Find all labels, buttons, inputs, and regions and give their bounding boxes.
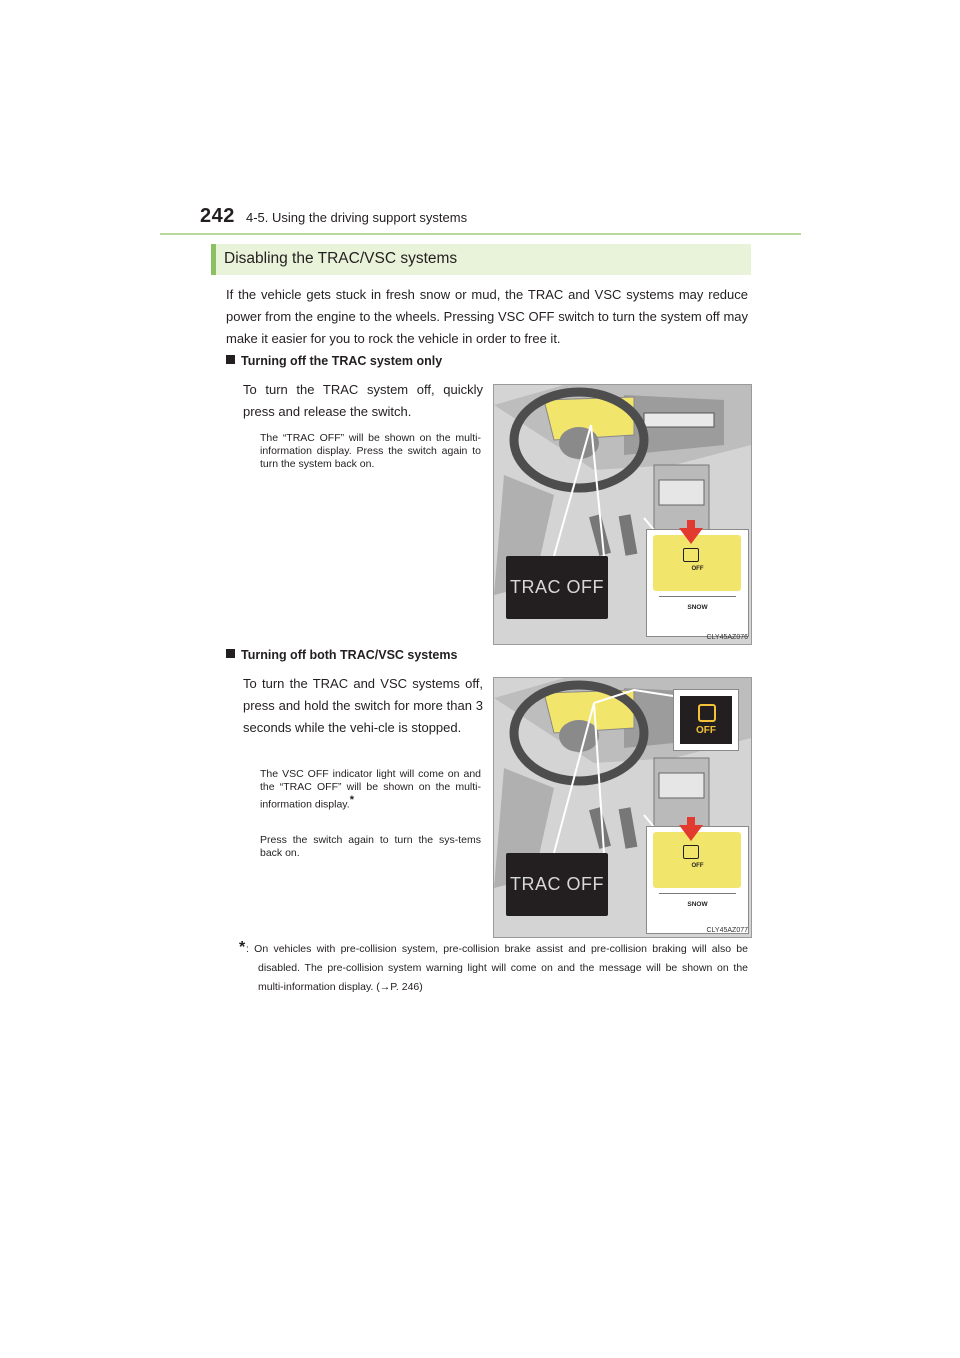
figure-trac-only: [493, 384, 752, 645]
note-both-text: The VSC OFF indicator light will come on and the “TRAC OFF” will be shown on the multi-information display.: [260, 768, 481, 811]
intro-paragraph: If the vehicle gets stuck in fresh snow or mud, the TRAC and VSC systems may reduce power from the engine to the wheels. Pressing VSC OFF switch to turn the system off may make it easier for you to rock the vehicle in order to free it.: [226, 287, 748, 346]
subheading-text: Turning off the TRAC system only: [241, 354, 443, 368]
indicator-off-label: OFF: [696, 725, 716, 736]
note-both: [260, 768, 481, 812]
note-trac-only: The “TRAC OFF” will be shown on the multi-information display. Press the switch again to turn the system back on.: [260, 432, 481, 470]
switch-divider: [659, 893, 736, 894]
skid-car-icon: [683, 845, 699, 859]
note-marker: *: [349, 794, 354, 806]
instruction-trac-only: To turn the TRAC system off, quickly press and release the switch.: [243, 382, 483, 419]
vsc-off-switch-callout: [646, 826, 749, 934]
vsc-off-switch-callout: [646, 529, 749, 637]
skid-car-icon: [683, 548, 699, 562]
section-accent: [211, 244, 216, 275]
bullet-square-icon: [226, 649, 235, 658]
subheading-both: [226, 648, 457, 662]
subheading-text: Turning off both TRAC/VSC systems: [241, 648, 458, 662]
switch-off-label: OFF: [691, 566, 704, 572]
page-number: 242: [200, 205, 235, 227]
footnote-text: : On vehicles with pre-collision system, pre-collision brake assist and pre-collision braking will also be disabled. The pre-collision system warning light will come on and the message will be shown on the multi-information display. (→P. 246): [246, 943, 748, 993]
section-heading-bar: [211, 244, 751, 275]
display-text: TRAC OFF: [510, 874, 604, 894]
arrow-down-icon: [679, 825, 703, 841]
section-title: Disabling the TRAC/VSC systems: [224, 250, 458, 267]
multi-information-display: [506, 853, 608, 916]
arrow-down-icon: [679, 528, 703, 544]
switch-off-label: OFF: [691, 863, 704, 869]
display-text: TRAC OFF: [510, 577, 604, 597]
figure-code: CLY45AZ077: [706, 927, 748, 934]
indicator-background: [680, 696, 732, 744]
switch-divider: [659, 596, 736, 597]
skid-car-indicator-icon: [698, 704, 716, 722]
header-divider: [160, 233, 801, 235]
chapter-title: 4-5. Using the driving support systems: [246, 210, 468, 225]
figure-both: [493, 677, 752, 938]
figure-code: CLY45AZ076: [706, 634, 748, 641]
instruction-both: To turn the TRAC and VSC systems off, press and hold the switch for more than 3 seconds while the vehi-cle is stopped.: [243, 676, 483, 735]
subheading-trac-only: [226, 354, 442, 368]
multi-information-display: [506, 556, 608, 619]
vsc-off-indicator-callout: [673, 689, 739, 751]
bullet-square-icon: [226, 355, 235, 364]
snow-label: SNOW: [687, 604, 708, 611]
note-both-restore: Press the switch again to turn the sys-tems back on.: [260, 834, 481, 859]
snow-label: SNOW: [687, 901, 708, 908]
footnote: [239, 939, 748, 997]
footnote-marker: *: [239, 939, 246, 956]
